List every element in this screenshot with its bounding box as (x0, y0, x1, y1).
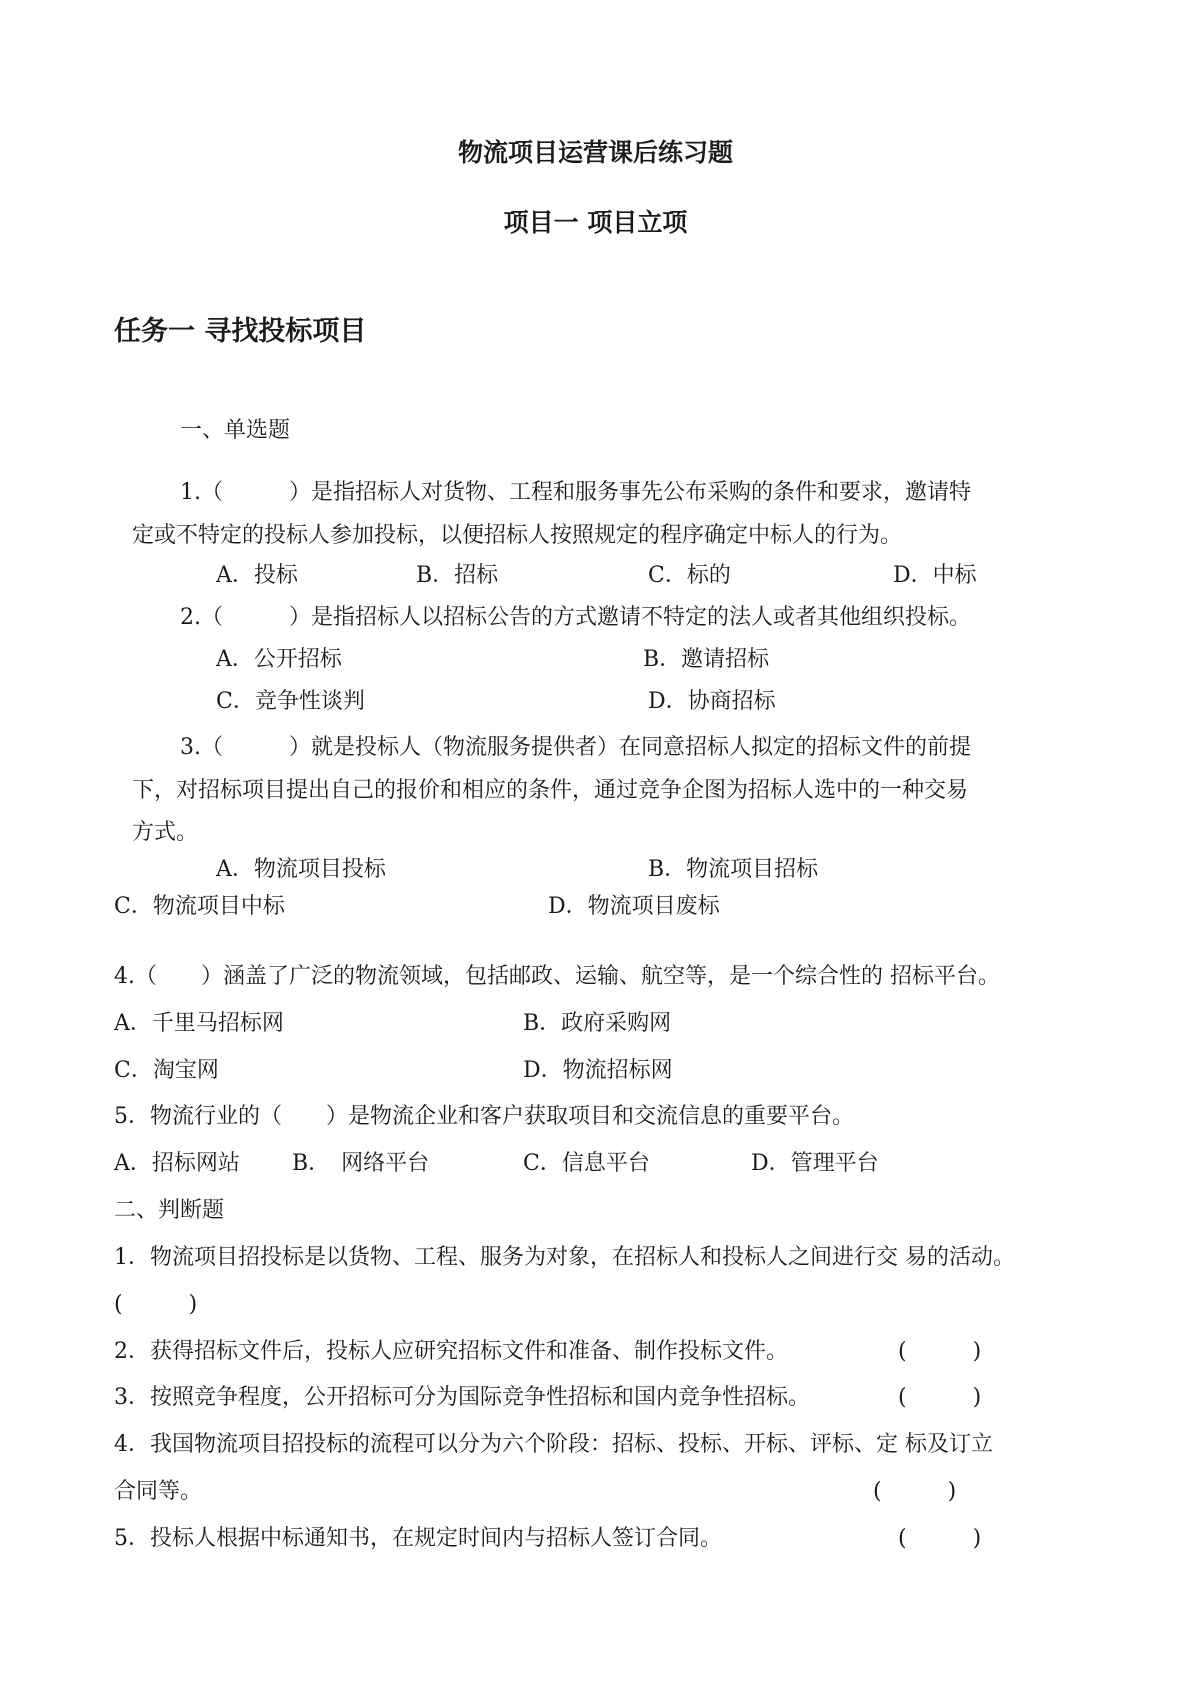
tf-question-3-text: 3．按照竞争程度，公开招标可分为国际竞争性招标和国内竞争性招标。 (114, 1385, 810, 1410)
true-false-heading: 二、判断题 (114, 1198, 225, 1223)
question-1-line-1: 1.（ ）是指招标人对货物、工程和服务事先公布采购的条件和要求，邀请特 (180, 480, 971, 505)
question-2-option-d: D．协商招标 (648, 689, 776, 714)
question-3-option-c: C．物流项目中标 (114, 894, 285, 919)
question-2-option-b: B．邀请招标 (643, 647, 770, 672)
question-1-line-2: 定或不特定的投标人参加投标，以便招标人按照规定的程序确定中标人的行为。 (132, 523, 903, 548)
question-2-option-a: A．公开招标 (216, 647, 342, 672)
document-title: 物流项目运营课后练习题 (457, 138, 733, 167)
question-3-line-1: 3.（ ）就是投标人（物流服务提供者）在同意招标人拟定的招标文件的前提 (180, 735, 971, 760)
question-3-option-d: D．物流项目废标 (548, 894, 720, 919)
question-1-option-d: D．中标 (893, 563, 977, 588)
question-5-option-d: D．管理平台 (751, 1151, 879, 1176)
question-3-option-a: A．物流项目投标 (216, 857, 386, 882)
question-4-option-c: C．淘宝网 (114, 1058, 219, 1083)
tf-question-5-text: 5．投标人根据中标通知书，在规定时间内与招标人签订合同。 (114, 1526, 722, 1551)
question-1-option-b: B．招标 (416, 563, 499, 588)
question-4-option-d: D．物流招标网 (523, 1058, 673, 1083)
question-3-option-b: B．物流项目招标 (648, 857, 819, 882)
question-2-text: 2.（ ）是指招标人以招标公告的方式邀请不特定的法人或者其他组织投标。 (180, 605, 971, 630)
question-4-option-a: A．千里马招标网 (114, 1011, 284, 1036)
question-5-option-a: A．招标网站 (114, 1151, 240, 1176)
tf-question-3-blank: ( ) (898, 1385, 982, 1410)
project-heading: 项目一 项目立项 (503, 208, 688, 237)
tf-question-5-blank: ( ) (898, 1526, 982, 1551)
question-4-option-b: B．政府采购网 (523, 1011, 672, 1036)
tf-question-2-text: 2．获得招标文件后，投标人应研究招标文件和准备、制作投标文件。 (114, 1339, 788, 1364)
tf-question-4-blank: ( ) (873, 1479, 957, 1504)
tf-question-4-line-1: 4．我国物流项目招投标的流程可以分为六个阶段：招标、投标、开标、评标、定 标及订立 (114, 1432, 993, 1457)
task-heading: 任务一 寻找投标项目 (114, 316, 367, 347)
question-4-text: 4.（ ）涵盖了广泛的物流领域，包括邮政、运输、航空等，是一个综合性的 招标平台。 (114, 964, 1000, 989)
question-5-option-c: C．信息平台 (523, 1151, 650, 1176)
tf-question-4-line-2: 合同等。 (114, 1479, 203, 1504)
question-5-text: 5．物流行业的（ ）是物流企业和客户获取项目和交流信息的重要平台。 (114, 1104, 854, 1129)
question-2-option-c: C．竞争性谈判 (216, 689, 365, 714)
question-3-line-3: 方式。 (132, 820, 199, 845)
question-1-option-c: C．标的 (648, 563, 731, 588)
single-choice-heading: 一、单选题 (180, 418, 291, 443)
tf-question-1-blank: ( ) (114, 1292, 198, 1317)
question-5-option-b: B． 网络平台 (292, 1151, 430, 1176)
question-3-line-2: 下，对招标项目提出自己的报价和相应的条件，通过竞争企图为招标人选中的一种交易 (132, 778, 969, 803)
tf-question-1-line-1: 1．物流项目招投标是以货物、工程、服务为对象，在招标人和投标人之间进行交 易的活动。 (114, 1245, 1015, 1270)
question-1-option-a: A．投标 (216, 563, 298, 588)
tf-question-2-blank: ( ) (898, 1339, 982, 1364)
